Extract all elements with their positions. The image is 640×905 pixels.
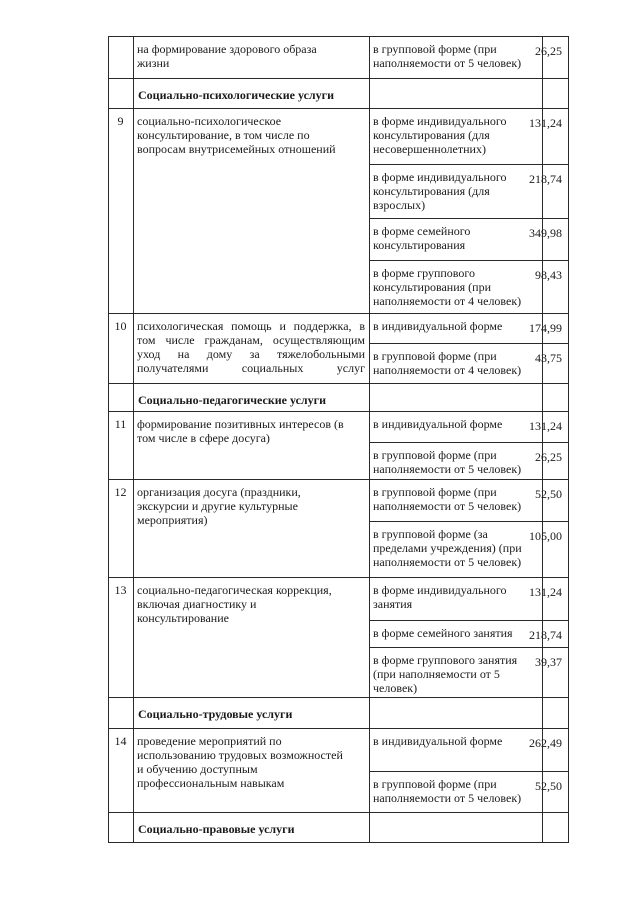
- service-name: организация досуга (праздники,: [137, 485, 301, 499]
- service-form: наполняемости от 5 человек): [373, 499, 522, 513]
- service-name: вопросам внутрисемейных отношений: [137, 142, 336, 156]
- table-rule-horizontal: [369, 521, 569, 522]
- service-name: социально-педагогическая коррекция,: [137, 583, 332, 597]
- table-rule-horizontal: [369, 164, 569, 165]
- price-value: 43,75: [535, 351, 562, 365]
- service-form: несовершеннолетних): [373, 142, 486, 156]
- service-name: на формирование здорового образа: [137, 42, 317, 56]
- price-value: 98,43: [535, 268, 562, 282]
- price-value: 349,98: [529, 226, 562, 240]
- service-form: в форме группового занятия: [373, 653, 518, 667]
- row-number: 12: [114, 485, 127, 499]
- section-heading: Социально-педагогические услуги: [138, 393, 327, 407]
- table-rule-horizontal: [108, 842, 569, 843]
- table-rule-horizontal: [108, 108, 569, 109]
- service-name: уход на дому за тяжелобольными: [137, 347, 365, 361]
- table-rule-horizontal: [369, 260, 569, 261]
- price-value: 262,49: [529, 736, 562, 750]
- service-name: том числе гражданам, осуществляющим: [137, 333, 365, 347]
- table-rule-horizontal: [369, 343, 569, 344]
- table-rule-horizontal: [369, 218, 569, 219]
- section-heading: Социально-правовые услуги: [138, 822, 295, 836]
- service-form: консультирования: [373, 238, 466, 252]
- service-form: в групповой форме (при: [373, 485, 497, 499]
- table-rule-vertical: [133, 36, 134, 842]
- table-rule-horizontal: [108, 411, 569, 412]
- service-form: наполняемости от 4 человек): [373, 294, 522, 308]
- price-value: 174,99: [529, 321, 562, 335]
- service-form: наполняемости от 5 человек): [373, 555, 522, 569]
- service-name: использованию трудовых возможностей: [137, 748, 343, 762]
- price-value: 39,37: [535, 655, 562, 669]
- service-form: занятия: [373, 597, 413, 611]
- price-value: 131,24: [529, 419, 562, 433]
- service-name: и обучению доступным: [137, 762, 258, 776]
- service-name: консультирование, в том числе по: [137, 128, 310, 142]
- table-rule-vertical: [568, 36, 569, 842]
- service-form: консультирования (при: [373, 280, 491, 294]
- service-form: в форме семейного занятия: [373, 626, 513, 640]
- table-rule-horizontal: [108, 577, 569, 578]
- price-value: 105,00: [529, 529, 562, 543]
- table-rule-vertical: [108, 36, 109, 842]
- service-form: в форме группового: [373, 266, 475, 280]
- table-rule-horizontal: [108, 479, 569, 480]
- service-name: консультирование: [137, 611, 229, 625]
- table-rule-horizontal: [369, 771, 569, 772]
- table-rule-horizontal: [108, 812, 569, 813]
- table-rule-horizontal: [108, 728, 569, 729]
- service-form: в индивидуальной форме: [373, 319, 503, 333]
- price-value: 131,24: [529, 116, 562, 130]
- service-form: в форме индивидуального: [373, 114, 507, 128]
- service-form: человек): [373, 681, 418, 695]
- table-rule-horizontal: [369, 620, 569, 621]
- service-name: социально-психологическое: [137, 114, 282, 128]
- service-name: проведение мероприятий по: [137, 734, 282, 748]
- service-form: консультирования (для: [373, 184, 490, 198]
- service-form: взрослых): [373, 198, 426, 212]
- price-value: 218,74: [529, 172, 562, 186]
- service-name: жизни: [137, 56, 170, 70]
- service-name: формирование позитивных интересов (в: [137, 417, 344, 431]
- price-value: 52,50: [535, 487, 562, 501]
- section-heading: Социально-психологические услуги: [138, 88, 334, 102]
- service-form: наполняемости от 4 человек): [373, 363, 522, 377]
- service-form: пределами учреждения) (при: [373, 541, 522, 555]
- service-name: профессиональным навыкам: [137, 776, 285, 790]
- service-form: в форме семейного: [373, 224, 471, 238]
- table-rule-horizontal: [108, 313, 569, 314]
- service-form: в индивидуальной форме: [373, 417, 503, 431]
- service-form: в форме индивидуального: [373, 583, 507, 597]
- service-form: наполняемости от 5 человек): [373, 56, 522, 70]
- service-form: наполняемости от 5 человек): [373, 791, 522, 805]
- service-name: включая диагностику и: [137, 597, 257, 611]
- service-form: в групповой форме (за: [373, 527, 488, 541]
- table-rule-horizontal: [369, 442, 569, 443]
- service-form: в групповой форме (при: [373, 349, 497, 363]
- service-name: экскурсии и другие культурные: [137, 499, 298, 513]
- price-value: 131,24: [529, 585, 562, 599]
- table-rule-horizontal: [108, 78, 569, 79]
- service-form: наполняемости от 5 человек): [373, 462, 522, 476]
- service-form: в групповой форме (при: [373, 777, 497, 791]
- service-form: в групповой форме (при: [373, 448, 497, 462]
- table-rule-horizontal: [369, 647, 569, 648]
- service-name: психологическая помощь и поддержка, в: [137, 319, 365, 333]
- price-value: 26,25: [535, 44, 562, 58]
- price-value: 26,25: [535, 450, 562, 464]
- price-value: 52,50: [535, 779, 562, 793]
- service-form: в форме индивидуального: [373, 170, 507, 184]
- service-form: в групповой форме (при: [373, 42, 497, 56]
- table-rule-vertical: [542, 36, 543, 842]
- table-rule-horizontal: [108, 36, 569, 37]
- table-rule-horizontal: [108, 697, 569, 698]
- row-number: 13: [114, 583, 127, 597]
- row-number: 14: [114, 734, 127, 748]
- row-number: 9: [117, 114, 124, 128]
- section-heading: Социально-трудовые услуги: [138, 707, 293, 721]
- row-number: 11: [114, 417, 127, 431]
- service-name: мероприятия): [137, 513, 208, 527]
- service-form: (при наполняемости от 5: [373, 667, 500, 681]
- service-name: том числе в сфере досуга): [137, 431, 270, 445]
- table-rule-horizontal: [108, 383, 569, 384]
- service-form: консультирования (для: [373, 128, 490, 142]
- service-name: получателями социальных услуг: [137, 361, 365, 375]
- service-form: в индивидуальной форме: [373, 734, 503, 748]
- row-number: 10: [114, 319, 127, 333]
- table-rule-vertical: [369, 36, 370, 842]
- price-value: 218,74: [529, 628, 562, 642]
